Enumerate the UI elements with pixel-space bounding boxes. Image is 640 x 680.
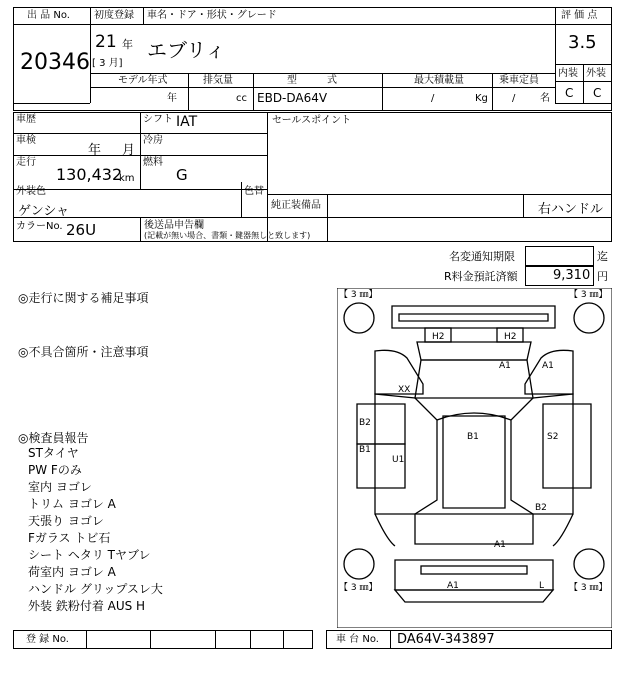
- mark-h2-right: H2: [504, 332, 517, 342]
- report-line: 天張り ヨゴレ: [28, 514, 104, 528]
- report-line: 外装 鉄粉付着 AUS H: [28, 599, 146, 613]
- name-change-box: [525, 246, 594, 266]
- max-load-slash: /: [431, 93, 435, 104]
- report-line: STタイヤ: [28, 446, 79, 460]
- yen-label: 円: [597, 270, 608, 283]
- tire-bracket-rl: 【 3 ㎜】: [339, 583, 378, 593]
- fuel-label: 燃料: [143, 157, 163, 168]
- grade-label: 評 価 点: [561, 10, 598, 21]
- shift-value: IAT: [176, 114, 198, 130]
- mark-a1-rear: A1: [494, 540, 506, 550]
- type-label: 型 式: [287, 75, 337, 86]
- capacity-label: 乗車定員: [499, 75, 539, 86]
- aircon-label: 冷房: [143, 135, 163, 146]
- mark-b1-roof: B1: [467, 432, 479, 442]
- mark-b2-right: B2: [535, 503, 547, 513]
- color-change-label: 色替: [244, 186, 264, 197]
- lot-number: 20346: [20, 50, 90, 75]
- car-damage-diagram: [337, 288, 612, 628]
- first-reg-label: 初度登録: [94, 10, 134, 21]
- reg-year-unit: 年: [122, 38, 133, 51]
- report-line: シート ヘタリ Tヤブレ: [28, 548, 151, 562]
- interior-label: 内装: [558, 68, 578, 79]
- model-year-label: モデル年式: [118, 75, 168, 86]
- mark-b2-left: B2: [359, 418, 371, 428]
- reg-year: 21: [95, 32, 117, 52]
- report-line: トリム ヨゴレ A: [28, 497, 116, 511]
- chassis-number: DA64V-343897: [397, 632, 495, 647]
- ext-color-label: 外装色: [16, 186, 46, 197]
- inspector-report-list: [28, 446, 163, 616]
- defects-heading: ◎不具合箇所・注意事項: [18, 345, 149, 359]
- made-label: 迄: [597, 250, 608, 263]
- steering-value: 右ハンドル: [538, 202, 604, 217]
- exterior-label: 外装: [586, 68, 606, 79]
- max-load-label: 最大積載量: [414, 75, 464, 86]
- docs-label: 後送品申告欄: [144, 220, 204, 231]
- mark-a1-front-left: A1: [499, 361, 511, 371]
- color-code: 26U: [66, 221, 97, 239]
- chassis-label: 車 台 No.: [336, 634, 379, 645]
- mark-s2: S2: [547, 432, 559, 442]
- mark-h2-left: H2: [432, 332, 445, 342]
- inspection-year-unit: 年: [88, 143, 102, 158]
- exterior-grade: C: [593, 86, 602, 100]
- color-value: ゲンシャ: [18, 204, 70, 219]
- max-load-unit: Kg: [475, 93, 488, 104]
- recycle-label: R料金預託済額: [444, 270, 518, 283]
- mark-l: L: [539, 581, 545, 591]
- genuine-label: 純正装備品: [271, 200, 321, 211]
- inspector-heading: ◎検査員報告: [18, 431, 89, 445]
- interior-grade: C: [565, 86, 574, 100]
- mileage-label: 走行: [16, 157, 36, 168]
- mark-b1-left: B1: [359, 445, 371, 455]
- inspection-label: 車検: [16, 135, 36, 146]
- car-name-label: 車名・ドア・形状・グレード: [147, 10, 277, 21]
- fuel-value: G: [176, 166, 188, 184]
- report-line: Fガラス トビ石: [28, 531, 111, 545]
- history-label: 車歴: [16, 114, 36, 125]
- mark-a1-bumper: A1: [447, 581, 459, 591]
- reg-no-label: 登 録 No.: [26, 634, 69, 645]
- evaluation-score: 3.5: [568, 32, 597, 53]
- mileage-value: 130,432: [56, 165, 123, 184]
- report-line: 室内 ヨゴレ: [28, 480, 92, 494]
- displacement-unit: cc: [236, 93, 247, 104]
- car-name: エブリィ: [147, 38, 226, 62]
- mark-xx: XX: [398, 385, 411, 395]
- mark-u1: U1: [392, 455, 405, 465]
- capacity-slash: /: [512, 93, 516, 104]
- report-line: ハンドル グリップスレ大: [28, 582, 163, 596]
- mark-a1-front-right: A1: [542, 361, 554, 371]
- report-line: PW Fのみ: [28, 463, 82, 477]
- report-line: 荷室内 ヨゴレ A: [28, 565, 116, 579]
- tire-bracket-fr: 【 3 ㎜】: [569, 290, 608, 300]
- reg-month: [ 3 月]: [92, 58, 123, 69]
- displacement-label: 排気量: [203, 75, 233, 86]
- model-code: EBD-DA64V: [257, 91, 328, 105]
- sales-point-label: セールスポイント: [272, 115, 352, 126]
- lot-no-label: 出 品 No.: [27, 10, 70, 21]
- mileage-unit: km: [119, 173, 135, 184]
- tire-bracket-fl: 【 3 ㎜】: [339, 290, 378, 300]
- inspection-month-unit: 月: [122, 143, 136, 158]
- capacity-unit: 名: [540, 93, 550, 104]
- model-year-unit: 年: [167, 93, 177, 104]
- color-no-label: カラーNo.: [16, 221, 63, 232]
- shift-label: シフト: [143, 114, 173, 125]
- tire-bracket-rr: 【 3 ㎜】: [569, 583, 608, 593]
- name-change-label: 名変通知期限: [449, 250, 515, 263]
- docs-note: (記載が無い場合、書類・鍵器無しと致します): [144, 231, 311, 240]
- recycle-fee: 9,310: [553, 268, 591, 283]
- travel-notes-heading: ◎走行に関する補足事項: [18, 291, 149, 305]
